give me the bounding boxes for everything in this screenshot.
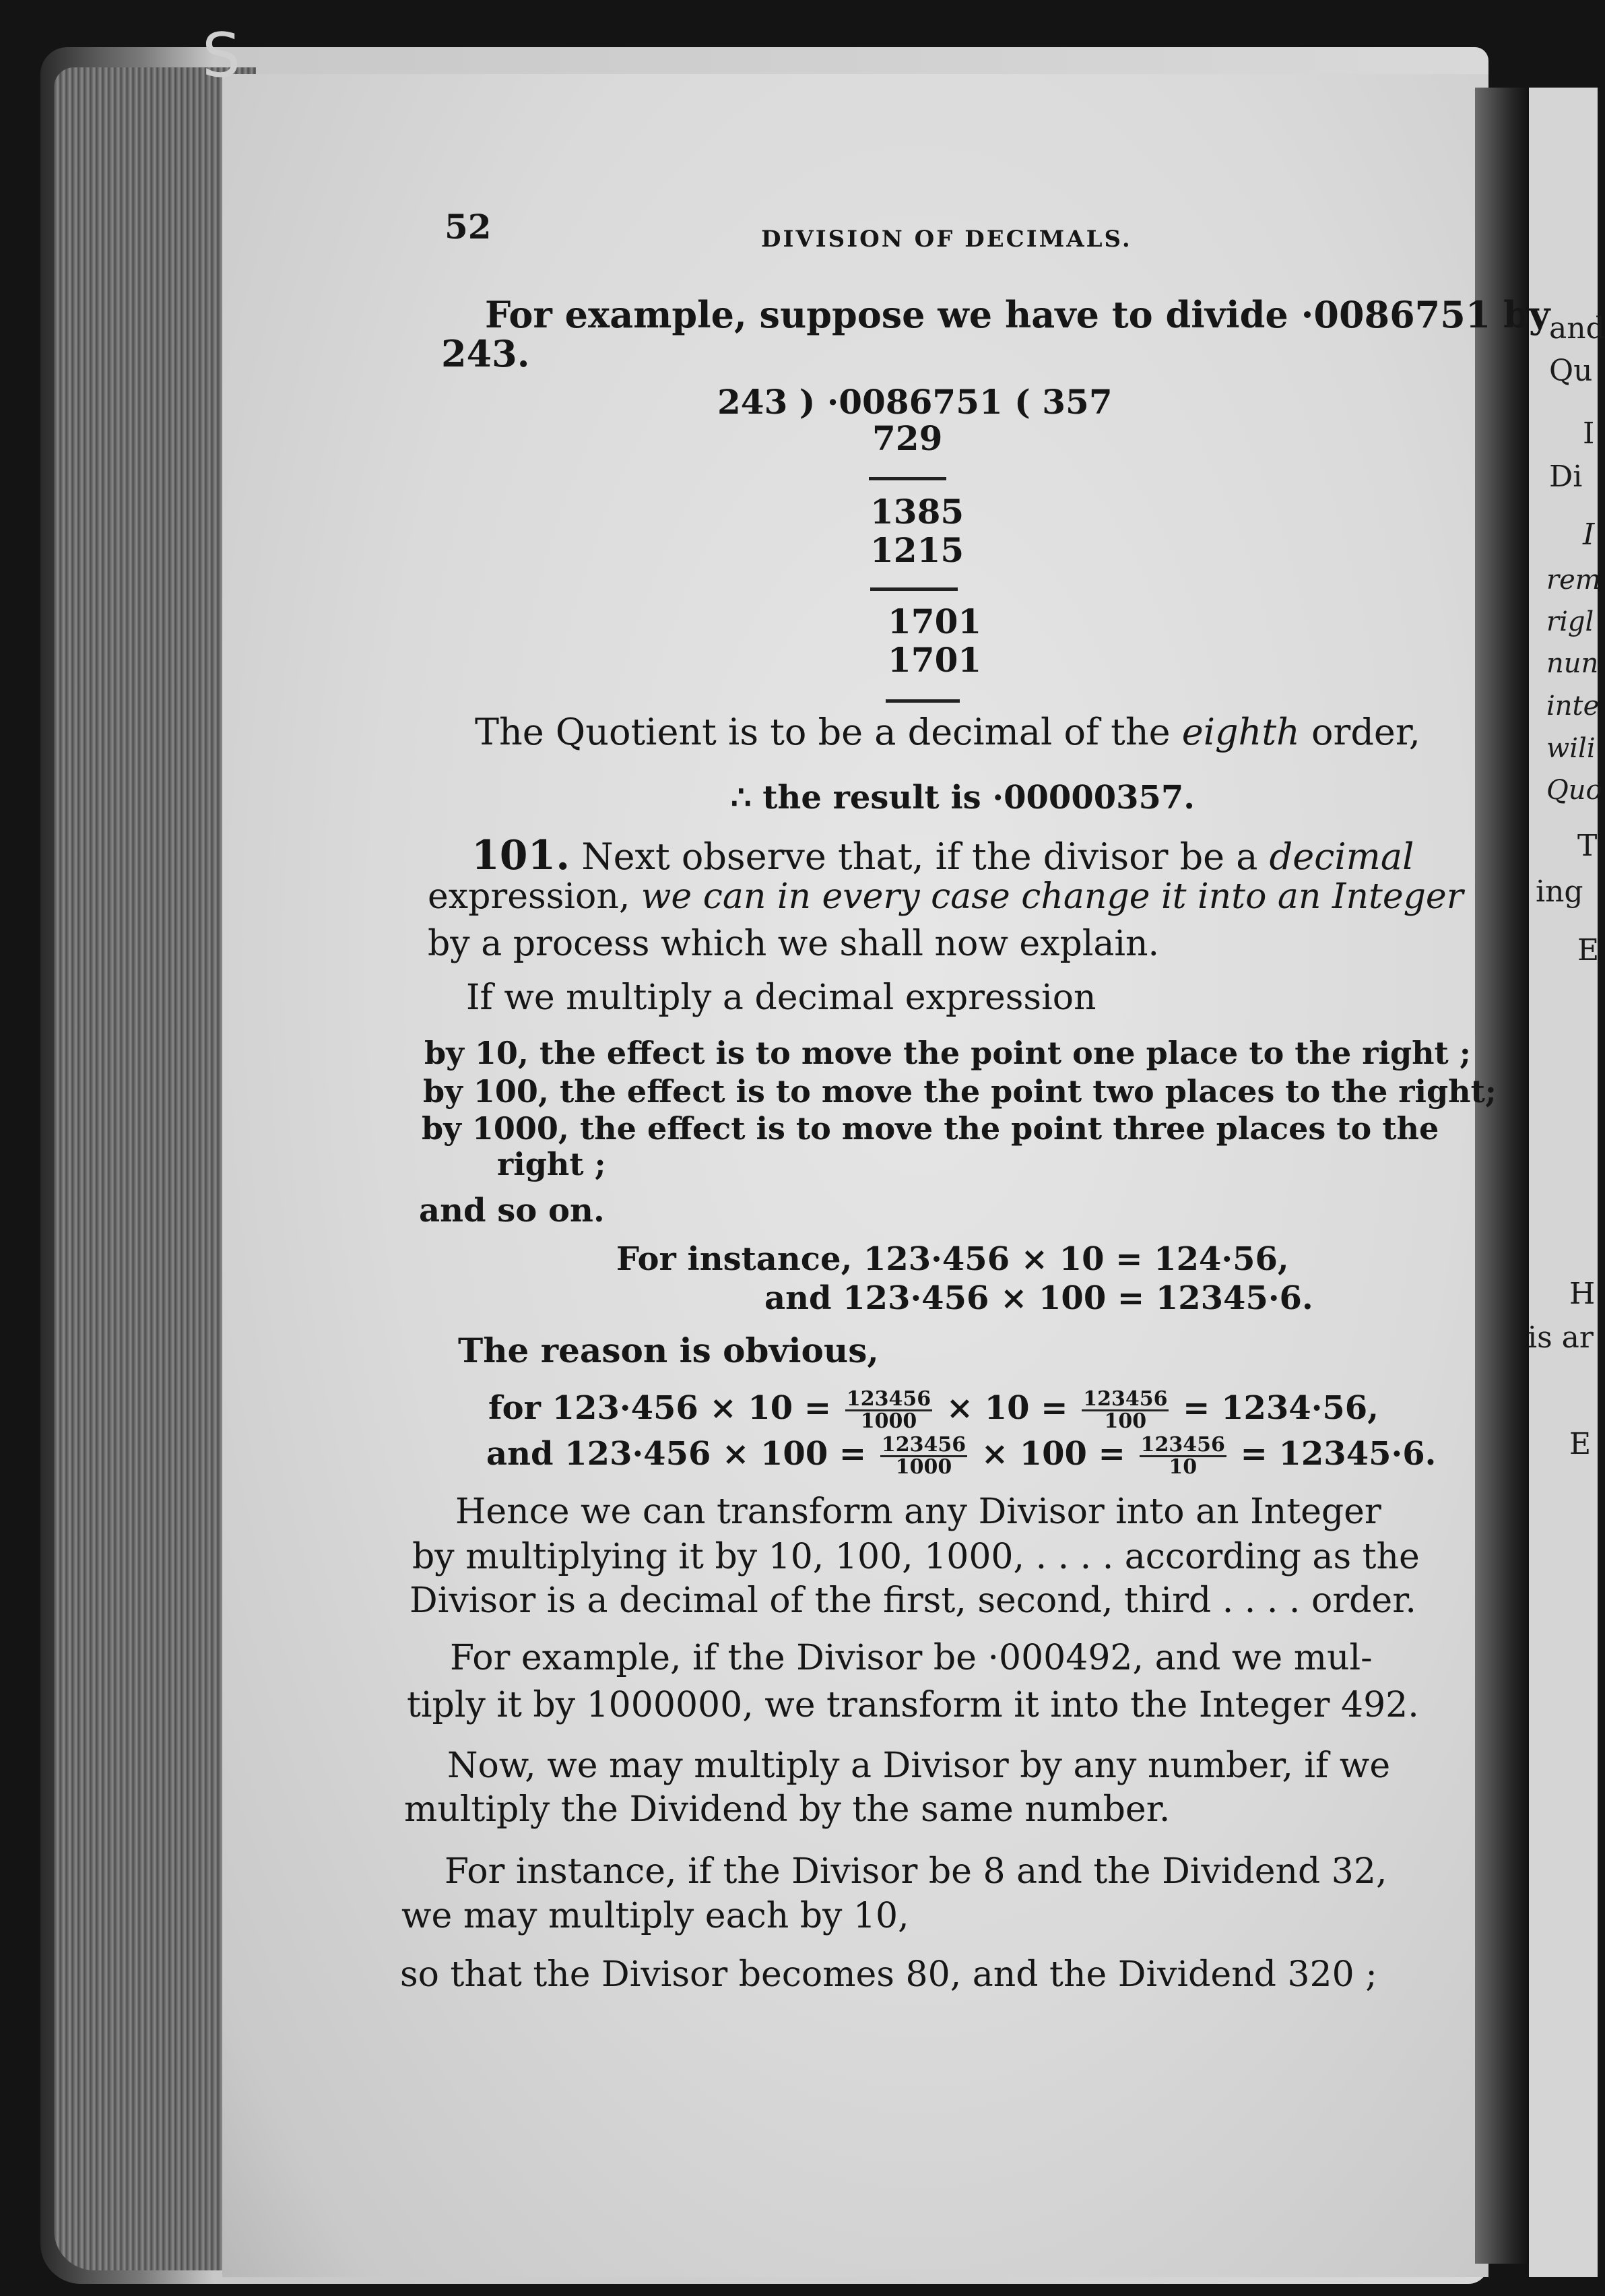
corner-mark: S xyxy=(202,20,241,91)
multiply-rule-line: by 100, the effect is to move the point two places to the right; xyxy=(423,1073,1497,1110)
facing-page-fragment: rem xyxy=(1546,565,1601,596)
multiply-rule-cont: right ; xyxy=(497,1146,606,1182)
division-rule xyxy=(869,477,946,480)
facing-page-fragment: inte xyxy=(1546,691,1600,722)
facing-page-fragment: and xyxy=(1549,311,1605,346)
section-101-line-1 xyxy=(471,832,1414,879)
quotient-text-end: order, xyxy=(1311,711,1420,753)
example-intro: For example, suppose we have to divide ·0086751 by xyxy=(485,293,1550,336)
fraction-denominator: 1000 xyxy=(860,1409,917,1433)
division-step: 1701 xyxy=(888,640,982,680)
multiply-rule-line: by 10, the effect is to move the point one place to the right ; xyxy=(424,1035,1471,1071)
page-number: 52 xyxy=(445,207,492,247)
paragraph-line: so that the Divisor becomes 80, and the Dividend 320 ; xyxy=(400,1954,1377,1995)
book-gutter xyxy=(1475,88,1529,2264)
fraction-numerator: 123456 xyxy=(1140,1433,1225,1457)
fraction-numerator: 123456 xyxy=(881,1433,967,1457)
quotient-statement xyxy=(475,711,1420,753)
division-step: 1215 xyxy=(870,530,964,570)
section-text: Next observe that, if the divisor be a xyxy=(581,835,1258,878)
facing-page-fragment: ing xyxy=(1536,874,1583,909)
section-number: 101. xyxy=(471,832,570,879)
fraction xyxy=(845,1389,932,1432)
instance-line-1: For instance, 123·456 × 10 = 124·56, xyxy=(616,1240,1289,1278)
facing-page-fragment: H xyxy=(1569,1277,1596,1311)
multiply-intro: If we multiply a decimal expression xyxy=(466,978,1096,1018)
equation-text: and 123·456 × 100 = xyxy=(486,1435,867,1473)
facing-page-fragment: I xyxy=(1583,517,1595,552)
fraction-numerator: 123456 xyxy=(846,1387,931,1411)
paragraph-line: tiply it by 1000000, we transform it into the Integer 492. xyxy=(407,1685,1419,1725)
facing-page-fragment: rigl xyxy=(1546,606,1594,637)
paragraph-line: multiply the Dividend by the same number. xyxy=(404,1789,1171,1830)
facing-page-fragment: I xyxy=(1583,416,1595,451)
division-head: 243 ) ·0086751 ( 357 xyxy=(717,382,1113,422)
facing-page-fragment: Qu xyxy=(1549,354,1593,388)
paragraph-line: Hence we can transform any Divisor into an Integer xyxy=(455,1492,1381,1532)
fraction-denominator: 1000 xyxy=(895,1455,952,1479)
paragraph-line: we may multiply each by 10, xyxy=(401,1896,909,1936)
fraction xyxy=(880,1435,967,1477)
quotient-emphasis: eighth xyxy=(1181,711,1300,753)
paragraph-line: Now, we may multiply a Divisor by any number, if we xyxy=(447,1746,1391,1786)
equation-text: × 100 = xyxy=(981,1435,1125,1473)
facing-page-fragment: Quo xyxy=(1546,775,1602,806)
section-emphasis: decimal xyxy=(1269,835,1414,878)
section-101-line-2 xyxy=(428,876,1464,917)
instance-line-2: and 123·456 × 100 = 12345·6. xyxy=(764,1279,1313,1317)
division-step: 1701 xyxy=(888,602,982,641)
equation-text: for 123·456 × 10 = xyxy=(488,1389,832,1427)
multiply-rule-line: by 1000, the effect is to move the point three places to the xyxy=(422,1110,1439,1147)
facing-page-fragment: E xyxy=(1577,933,1600,967)
facing-page-fragment: E xyxy=(1569,1427,1592,1461)
division-result: ∴ the result is ·00000357. xyxy=(731,779,1195,817)
fraction xyxy=(1082,1389,1169,1432)
running-title: DIVISION OF DECIMALS. xyxy=(761,226,1132,253)
section-101-line-3: by a process which we shall now explain. xyxy=(428,924,1160,964)
fraction-numerator: 123456 xyxy=(1083,1387,1168,1411)
paragraph-line: Divisor is a decimal of the first, second, third . . . . order. xyxy=(410,1581,1416,1621)
division-rule xyxy=(886,699,960,703)
facing-page-fragment: nun xyxy=(1546,648,1599,679)
equation-text: = 12345·6. xyxy=(1240,1435,1437,1473)
fraction xyxy=(1140,1435,1226,1477)
division-rule xyxy=(870,587,958,591)
example-intro-cont: 243. xyxy=(441,332,530,375)
fraction-denominator: 100 xyxy=(1104,1409,1147,1433)
reason-equation-2 xyxy=(486,1435,1436,1477)
reason-equation-1 xyxy=(488,1389,1379,1432)
paragraph-line: For example, if the Divisor be ·000492, and we mul- xyxy=(450,1638,1373,1678)
facing-page-fragment: is ar xyxy=(1528,1320,1594,1355)
division-step: 729 xyxy=(872,418,943,458)
division-step: 1385 xyxy=(870,492,964,532)
fraction-denominator: 10 xyxy=(1169,1455,1198,1479)
quotient-text: The Quotient is to be a decimal of the xyxy=(475,711,1171,753)
reason-intro: The reason is obvious, xyxy=(458,1331,879,1370)
facing-page-fragment: wili xyxy=(1546,733,1596,764)
equation-text: × 10 = xyxy=(946,1389,1068,1427)
paragraph-line: For instance, if the Divisor be 8 and the Dividend 32, xyxy=(445,1851,1387,1892)
section-emphasis: we can in every case change it into an Integer xyxy=(641,876,1464,917)
and-so-on: and so on. xyxy=(419,1192,605,1230)
paragraph-line: by multiplying it by 10, 100, 1000, . . . . according as the xyxy=(412,1537,1420,1577)
facing-page-fragment: T xyxy=(1577,829,1598,863)
equation-text: = 1234·56, xyxy=(1183,1389,1379,1427)
section-text: expression, xyxy=(428,876,630,917)
facing-page-fragment: Di xyxy=(1549,459,1583,494)
